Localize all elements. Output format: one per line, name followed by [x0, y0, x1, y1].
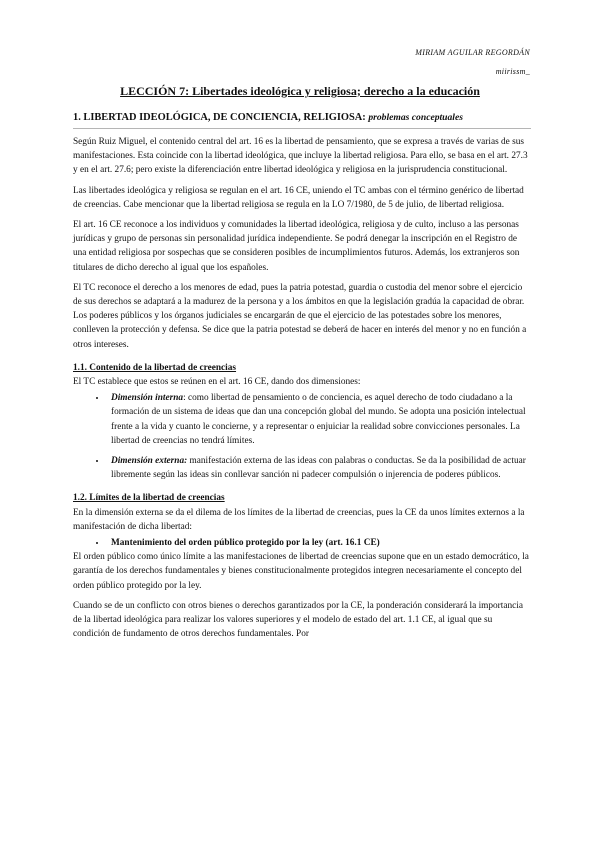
- document-body: [73, 110, 531, 648]
- list-item: [107, 454, 531, 482]
- list-item: [107, 391, 531, 448]
- subsection-intro: En la dimensión externa se da el dilema de los límites de la libertad de creencias, pues la CE da unos límites externos a la manifestación de dicha libertad:: [73, 507, 525, 532]
- paragraph: Según Ruiz Miguel, el contenido central del art. 16 es la libertad de pensamiento, que se expresa a través de varias de sus manifestaciones. Esta coincide con la libertad ideológica, que incluye la libertad religiosa. Para ello, se basa en el art. 27.3 y en el art. 27.6; pero existe la diferenciación entre libertad ideológica y religiosa en la jurisprudencia constitucional.: [73, 137, 528, 176]
- section-heading: [73, 110, 531, 125]
- subsection-heading-1-2: 1.2. Límites de la libertad de creencias: [73, 493, 225, 504]
- bullet-text: manifestación externa de las ideas con palabras o conductas. Se da la posibilidad de actuar libremente según las ideas sin conllevar sanción ni padecer compulsión o injerencia de poderes públicos.: [111, 456, 526, 481]
- bullet-text: : como libertad de pensamiento o de conciencia, es aquel derecho de todo ciudadano a la formación de un sistema de ideas que dan una concepción global del mundo. Se adopta una posición intelectual frente a la vida y cuanto le concierne, y a representar o enjuiciar la realidad sobre convicciones personales. La libertad de creencias no tendrá límites.: [111, 393, 526, 446]
- bullet-term: Dimensión externa:: [111, 456, 188, 467]
- subsection-heading-1-1: 1.1. Contenido de la libertad de creencias: [73, 362, 237, 373]
- section-heading-main: 1. LIBERTAD IDEOLÓGICA, DE CONCIENCIA, RELIGIOSA:: [73, 112, 366, 123]
- section-divider: [73, 128, 531, 129]
- author-name: MIRIAM AGUILAR REGORDÁN: [415, 48, 530, 57]
- paragraph: El TC reconoce el derecho a los menores de edad, pues la patria potestad, guardia o custodia del menor sobre el ejercicio de sus derechos se adaptará a la madurez de la persona y a los ámbitos en que la legislación gradúa la capacidad de obrar. Los poderes públicos y los órganos judiciales se encargarán de que el ejercicio de las potestades sobre los menores, conlleven la protección y defensa. Se dice que la patria potestad se deberá de hacer en interés del menor y no en función a otros intereses.: [73, 282, 527, 350]
- author-handle: miirissm_: [495, 67, 530, 76]
- lesson-title: LECCIÓN 7: Libertades ideológica y religiosa; derecho a la educación: [120, 84, 480, 98]
- bullet-term: Dimensión interna: [111, 393, 184, 404]
- bullet-list: [73, 391, 531, 482]
- subsection-intro: El TC establece que estos se reúnen en el art. 16 CE, dando dos dimensiones:: [73, 377, 361, 388]
- section-heading-sub: problemas conceptuales: [368, 112, 463, 123]
- paragraph: Las libertades ideológica y religiosa se regulan en el art. 16 CE, uniendo el TC ambas con el término genérico de libertad de creencias. Cabe mencionar que la libertad religiosa se regula en la LO 7/1980, de 5 de julio, de libertad religiosa.: [73, 185, 524, 210]
- bullet-list: [73, 536, 531, 550]
- list-item: • Mantenimiento del orden público protegido por la ley (art. 16.1 CE): [107, 536, 531, 550]
- paragraph: Cuando se de un conflicto con otros bienes o derechos garantizados por la CE, la ponderación considerará la importancia de la libertad ideológica para realizar los valores superiores y el modelo de estado del art. 1.1 CE, al igual que su condición de fundamento de otros derechos fundamentales. Por: [73, 600, 523, 640]
- paragraph: El art. 16 CE reconoce a los individuos y comunidades la libertad ideológica, religiosa y de culto, incluso a las personas jurídicas y grupo de personas sin personalidad jurídica independiente. Se podrá denegar la inscripción en el Registro de una entidad religiosa por sospechas que se consideren posibles de incumplimientos futuros. Además, los extranjeros son titulares de dicho derecho al igual que los españoles.: [73, 220, 520, 273]
- paragraph: El orden público como único límite a las manifestaciones de libertad de creencias supone que en un estado democrático, la garantía de los derechos fundamentales y bienes constitucionalmente protegidos integren necesariamente el concepto del orden público protegido por la ley.: [73, 552, 529, 591]
